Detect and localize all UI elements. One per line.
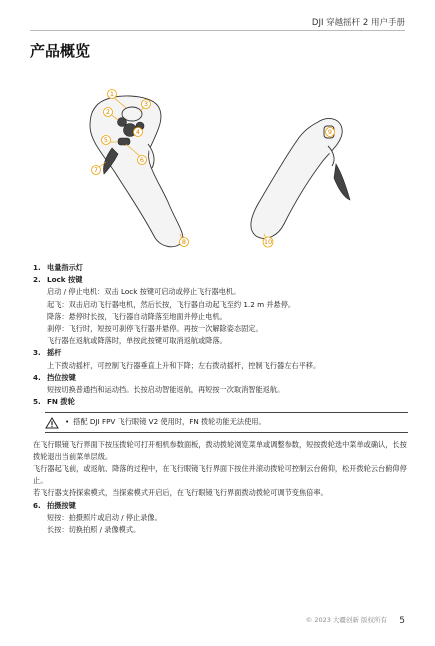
- section-6: 6. 拍摄按键: [33, 500, 408, 512]
- bullet-icon: •: [65, 417, 70, 427]
- page-title: 产品概览: [30, 42, 91, 60]
- section-1: 1. 电量指示灯: [33, 262, 408, 274]
- svg-text:3: 3: [143, 100, 149, 108]
- paragraph: 降落：悬停时长按，飞行器自动降落至地面并停止电机。: [47, 311, 227, 321]
- paragraph: 飞行器起飞前，或返航、降落的过程中，在飞行眼镜飞行界面下按住并滚动拨轮可控制云台俯仰，松开拨轮云台俯仰停止。: [33, 464, 407, 486]
- rear-trigger: [334, 164, 350, 200]
- svg-text:6: 6: [139, 156, 145, 164]
- paragraph: 短按切换普通挡和运动挡。长按启动智能返航，再短按一次取消智能返航。: [47, 385, 285, 395]
- callout-9: [326, 128, 335, 137]
- svg-text:7: 7: [93, 166, 99, 174]
- paragraph: 在飞行眼镜飞行界面下按压拨轮可打开相机参数面板，拨动拨轮浏览菜单或调整参数，短按拨轮选中菜单或确认，长按拨轮退出当前菜单层级。: [33, 439, 407, 461]
- section-3: 3. 摇杆: [33, 347, 408, 359]
- section-title: 拍摄按键: [47, 500, 76, 510]
- section-5: 5. FN 拨轮: [33, 396, 408, 408]
- svg-text:9: 9: [327, 128, 333, 136]
- paragraph: 短按：拍摄照片或启动 / 停止录像。: [47, 512, 162, 522]
- svg-text:1: 1: [109, 90, 115, 98]
- paragraph: 刹停：飞行时，短按可刹停飞行器并悬停。再按一次解除姿态固定。: [47, 324, 263, 334]
- section-2: 2. Lock 按键: [33, 274, 408, 286]
- svg-text:4: 4: [135, 128, 141, 136]
- product-illustration: [60, 82, 380, 254]
- svg-text:10: 10: [263, 238, 273, 246]
- section-title: FN 拨轮: [47, 397, 75, 407]
- lock-button: [118, 118, 127, 127]
- fn-wheel: [118, 138, 130, 145]
- paragraph: 启动 / 停止电机：双击 Lock 按键可启动或停止飞行器电机。: [47, 287, 241, 297]
- callout-8: [180, 238, 189, 247]
- paragraph: 飞行器在返航或降落时，单按此按键可取消返航或降落。: [47, 336, 227, 346]
- svg-text:2: 2: [105, 108, 111, 116]
- paragraph: 起飞：双击启动飞行器电机，然后长按，飞行器自动起飞至约 1.2 m 并悬停。: [47, 299, 296, 309]
- note-box: [45, 412, 408, 432]
- section-title: Lock 按键: [47, 275, 83, 285]
- section-title: 摇杆: [47, 348, 62, 358]
- svg-text:5: 5: [103, 136, 109, 144]
- callout-2: [104, 108, 113, 117]
- section-title: 电量指示灯: [47, 263, 83, 272]
- callout-4: [134, 128, 143, 137]
- paragraph: 若飞行器支持探索模式，当探索模式开启后，在飞行眼镜飞行界面拨动拨轮可调节变焦倍率。: [33, 488, 328, 498]
- callout-5: [102, 136, 111, 145]
- warning-icon: [45, 417, 59, 429]
- note-text: 搭配 DJI FPV 飞行眼镜 V2 使用时，FN 拨轮功能无法使用。: [73, 417, 266, 427]
- svg-text:8: 8: [181, 238, 187, 246]
- section-title: 挡位按键: [47, 372, 76, 382]
- callout-1: [108, 90, 117, 99]
- header-divider: [30, 30, 405, 31]
- callout-7: [92, 166, 101, 175]
- callout-10: [263, 237, 273, 247]
- paragraph: 长按：切换拍照 / 录像模式。: [47, 525, 141, 535]
- section-4: 4. 挡位按键: [33, 372, 408, 384]
- page-number: 5: [399, 616, 405, 626]
- paragraph: 上下拨动摇杆，可控制飞行器垂直上升和下降；左右拨动摇杆，控制飞行器左右平移。: [47, 360, 321, 370]
- header-title: DJI 穿越摇杆 2 用户手册: [311, 18, 405, 28]
- footer-copyright: © 2023 大疆创新 版权所有: [305, 616, 387, 624]
- callout-3: [142, 100, 151, 109]
- content: [33, 262, 408, 536]
- callout-6: [138, 156, 147, 165]
